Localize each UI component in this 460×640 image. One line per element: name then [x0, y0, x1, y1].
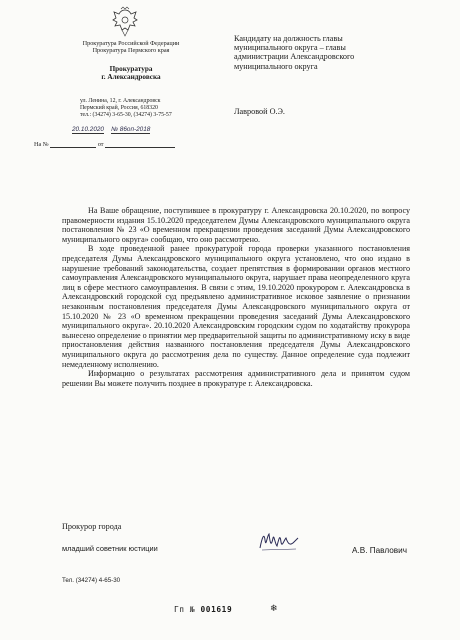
form-serial — [174, 605, 232, 614]
recipient-line1: Кандидату на должность главы — [234, 34, 343, 43]
recipient-line3: администрации Александровского — [234, 52, 355, 62]
recipient-name: Лавровой О.Э. — [234, 107, 285, 116]
footer-phone: Тел. (34274) 4-65-30 — [62, 577, 121, 584]
org-line1: Прокуратура Российской Федерации — [82, 40, 180, 47]
sender-address — [80, 98, 220, 120]
address-line3: тел.: (34274) 3-65-30, (34274) 3-75-57 — [80, 112, 172, 119]
sender-block — [56, 40, 206, 82]
org-line2: Прокуратура Пермского края — [92, 47, 170, 55]
outgoing-date-line — [72, 126, 150, 134]
recipient-line2: муниципального округа – главы — [234, 43, 346, 53]
signer-title: Прокурор города — [62, 522, 122, 531]
body-paragraph-3: Информацию о результатах рассмотрения административного дела и принятом судом решении Вы можете получить позднее в прокуратуре г. Александровска. — [62, 369, 410, 388]
address-line1: ул. Ленина, 12, г. Александровск — [80, 98, 161, 104]
serial-number: 001619 — [200, 605, 233, 614]
recipient-block — [234, 34, 434, 71]
coat-of-arms-icon — [110, 6, 140, 38]
signer-rank: младший советник юстиции — [62, 544, 158, 553]
serial-prefix: Гп № — [174, 605, 196, 614]
letter-body — [62, 206, 410, 388]
on-label: На № — [34, 141, 49, 148]
recipient-line4: муниципального округа — [234, 61, 318, 71]
office-city: г. Александровска — [101, 73, 161, 82]
reference-line — [34, 141, 175, 148]
from-label: от — [97, 141, 104, 148]
snowflake-icon: ❄ — [270, 603, 278, 613]
signer-name: А.В. Павлович — [352, 546, 407, 555]
address-line2: Пермский край, Россия, 618320 — [80, 105, 158, 112]
body-paragraph-2: В ходе проведенной ранее прокуратурой города проверки указанного постановления председателя Думы Александровского муниципального округа установлено, что оно издано в нарушение требований законодательства, создает препятствия в формировании органов местного самоуправления Александровского муниципального округа, нарушает права неопределенного круга лиц в сфере местного самоуправления. В связи с этим, 19.10.2020 прокурором г. Александровска в Александровский городской суд предъявлено административное исковое заявление о признании незаконным постановления председателя Думы Александровского муниципального округа от 15.10.2020 № 23 «О временном прекращении проведения заседаний Думы Александровского муниципального округа». 20.10.2020 Александровским городским судом по ходатайству прокурора вынесено определение о принятии мер предварительной защиты по административному иску в виде приостановления действия названного постановления председателя Думы Александровского муниципального округа до рассмотрения дела по существу. Данное определение суда подлежит немедленному исполнению. — [62, 244, 410, 369]
body-paragraph-1: На Ваше обращение, поступившее в прокуратуру г. Александровска 20.10.2020, по вопросу правомерности издания 15.10.2020 председателем Думы Александровского муниципального округа постановления № 23 «О временном прекращении проведения заседаний Думы Александровского муниципального округа» сообщаю, что оно рассмотрено. — [62, 206, 410, 244]
outgoing-date: 20.10.2020 — [72, 126, 104, 133]
outgoing-number: № 86оп-2018 — [111, 126, 151, 133]
handwritten-signature — [256, 528, 302, 554]
office-title: Прокуратура — [109, 64, 153, 73]
